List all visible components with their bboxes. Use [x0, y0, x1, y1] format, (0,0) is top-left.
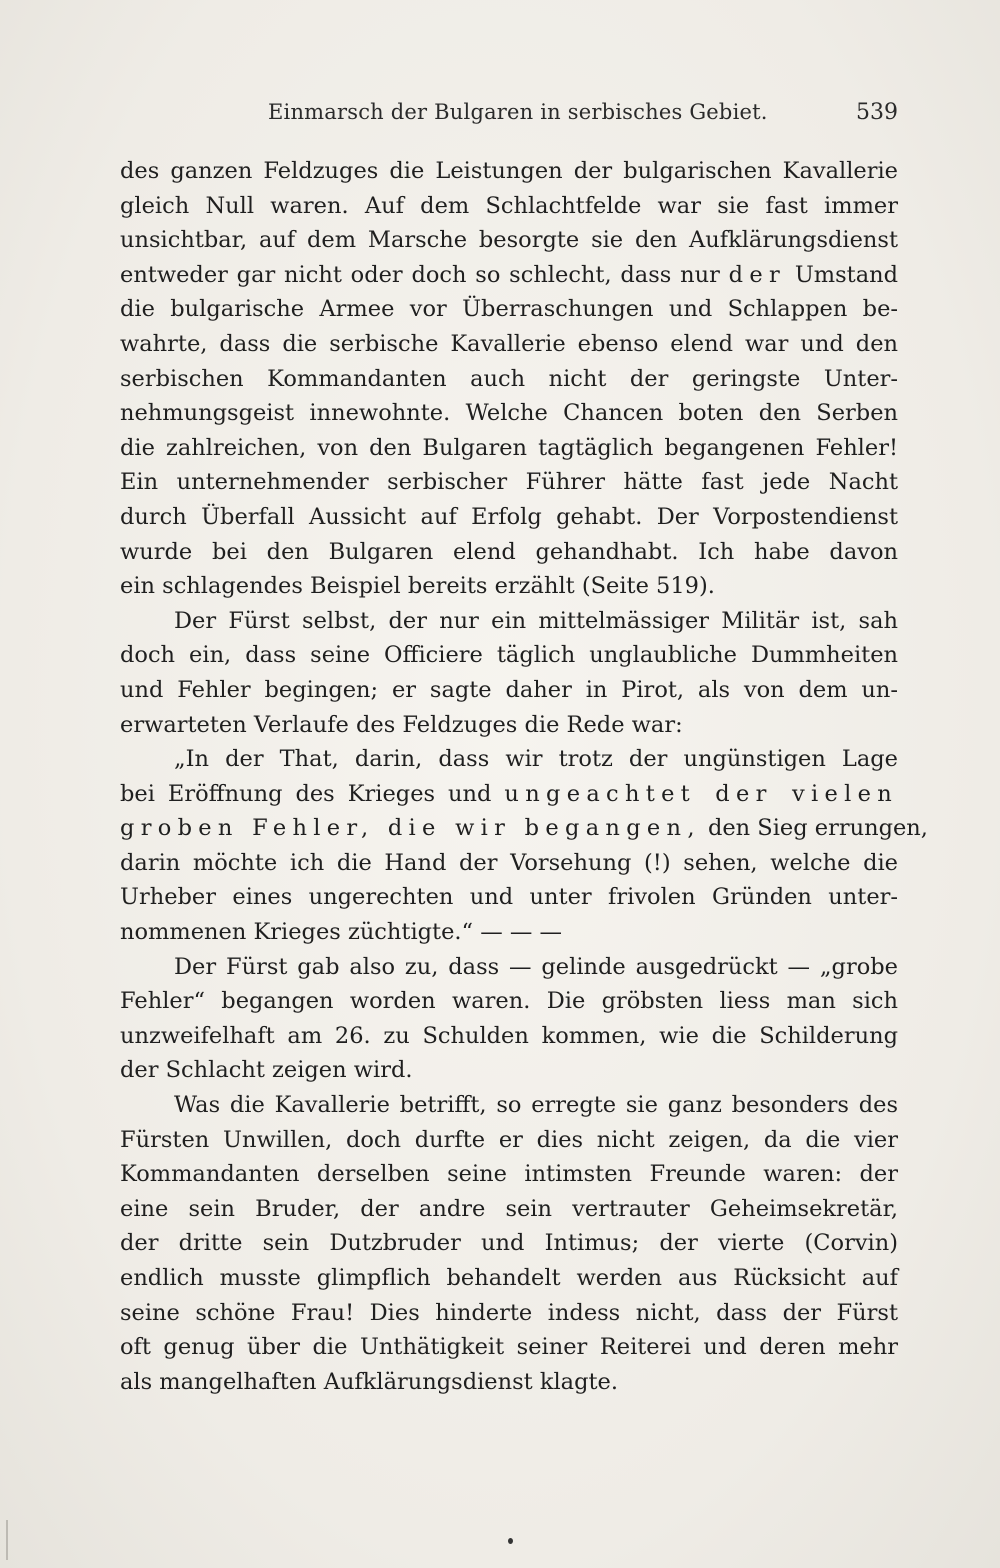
text-line: doch ein, dass seine Officiere täglich unglaubliche Dummheiten [120, 642, 898, 669]
text-line: Ein unternehmender serbischer Führer hätte fast jede Nacht [120, 469, 898, 496]
paragraph-1 [120, 154, 898, 604]
margin-mark [6, 1520, 8, 1560]
text-segment: bei Eröffnung des Krieges und [120, 780, 492, 807]
text-segment: entweder gar nicht oder doch so schlecht, dass nur [120, 261, 720, 288]
text-line: die zahlreichen, von den Bulgaren tagtäglich begangenen Fehler! [120, 434, 898, 461]
text-line: und Fehler begingen; er sagte daher in Pirot, als von dem un- [120, 676, 898, 703]
text-line: darin möchte ich die Hand der Vorsehung (!) sehen, welche die [120, 849, 898, 876]
text-line: oft genug über die Unthätigkeit seiner Reiterei und deren mehr [120, 1334, 898, 1361]
text-line: als mangelhaften Aufklärungsdienst klagte. [120, 1368, 618, 1395]
text-line: „In der That, darin, dass wir trotz der ungünstigen Lage [174, 746, 898, 773]
emphasis-text: ungeachtet der vielen [504, 780, 898, 807]
text-line [120, 777, 898, 812]
text-line: durch Überfall Aussicht auf Erfolg gehabt. Der Vorpostendienst [120, 503, 898, 530]
text-line [120, 811, 928, 846]
text-segment: den Sieg errungen, [707, 815, 928, 842]
text-line: Der Fürst gab also zu, dass — gelinde ausgedrückt — „grobe [174, 953, 898, 980]
text-line: serbischen Kommandanten auch nicht der geringste Unter- [120, 365, 898, 392]
ink-dot [508, 1538, 513, 1544]
text-line: unzweifelhaft am 26. zu Schulden kommen, wie die Schilderung [120, 1022, 898, 1049]
body-text [120, 154, 928, 1399]
text-line: nommenen Krieges züchtigte.“ — — — [120, 919, 563, 946]
paragraph-3-quote [120, 742, 928, 950]
text-line: ein schlagendes Beispiel bereits erzählt (Seite 519). [120, 573, 715, 600]
text-line: Urheber eines ungerechten und unter frivolen Gründen unter- [120, 884, 898, 911]
paragraph-2 [120, 604, 898, 742]
text-line: eine sein Bruder, der andre sein vertrauter Geheimsekretär, [120, 1195, 898, 1222]
emphasis-text: groben Fehler, die wir begangen, [120, 815, 701, 842]
text-line: Der Fürst selbst, der nur ein mittelmässiger Militär ist, sah [174, 607, 898, 634]
text-line: der dritte sein Dutzbruder und Intimus; der vierte (Corvin) [120, 1230, 898, 1257]
text-line: Fürsten Unwillen, doch durfte er dies nicht zeigen, da die vier [120, 1126, 898, 1153]
text-line: die bulgarische Armee vor Überraschungen und Schlappen be- [120, 296, 898, 323]
text-line: endlich musste glimpflich behandelt werden aus Rücksicht auf [120, 1265, 898, 1291]
text-line: des ganzen Feldzuges die Leistungen der bulgarischen Kavallerie [120, 158, 898, 184]
text-line: Kommandanten derselben seine intimsten Freunde waren: der [120, 1161, 898, 1188]
text-line [120, 258, 898, 293]
text-line: Fehler“ begangen worden waren. Die gröbsten liess man sich [120, 988, 898, 1015]
text-segment: Umstand [794, 261, 899, 288]
paragraph-5 [120, 1088, 898, 1399]
text-line: seine schöne Frau! Dies hinderte indess nicht, dass der Fürst [120, 1299, 898, 1326]
paragraph-4 [120, 950, 898, 1088]
text-line: wahrte, dass die serbische Kavallerie ebenso elend war und den [120, 330, 898, 357]
running-title: Einmarsch der Bulgaren in serbisches Gebiet. [268, 100, 768, 124]
page-number: 539 [856, 100, 898, 125]
text-line: Was die Kavallerie betrifft, so erregte sie ganz besonders des [174, 1092, 898, 1119]
text-line: nehmungsgeist innewohnte. Welche Chancen boten den Serben [120, 400, 898, 427]
text-line: erwarteten Verlaufe des Feldzuges die Rede war: [120, 711, 683, 738]
text-line: der Schlacht zeigen wird. [120, 1057, 413, 1084]
page-header [120, 100, 898, 134]
emphasis-text: der [728, 261, 787, 288]
text-line: unsichtbar, auf dem Marsche besorgte sie den Aufklärungsdienst [120, 227, 898, 254]
text-line: wurde bei den Bulgaren elend gehandhabt. Ich habe davon [120, 538, 898, 565]
text-line: gleich Null waren. Auf dem Schlachtfelde war sie fast immer [120, 192, 898, 219]
